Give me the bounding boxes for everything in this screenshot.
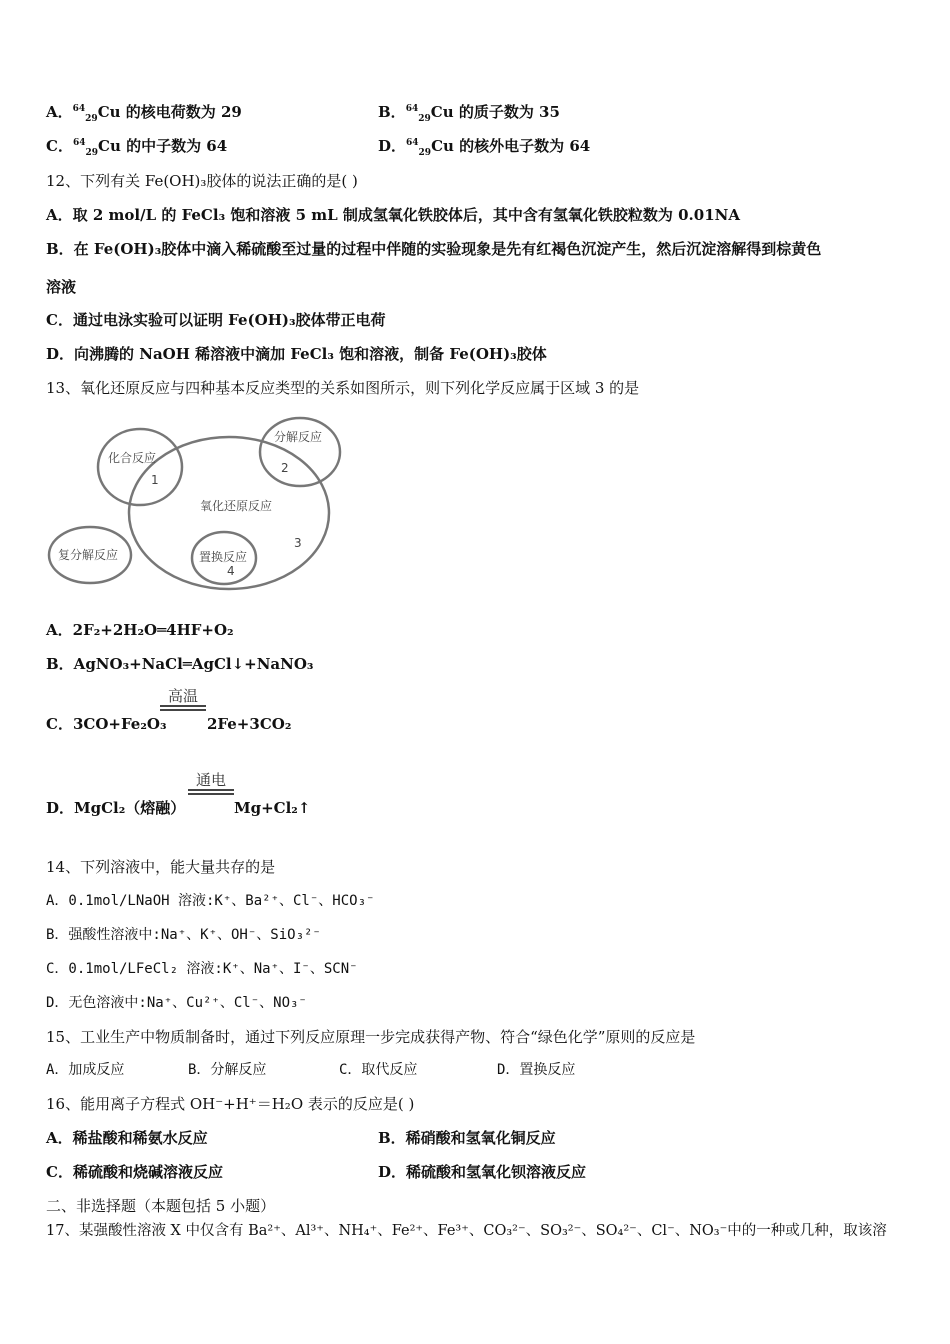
- q14-option-a: A．0.1mol/LNaOH 溶液:K⁺、Ba²⁺、Cl⁻、HCO₃⁻: [46, 893, 375, 909]
- redox-label: 氧化还原反应: [200, 499, 273, 513]
- condition-bar-d2: [188, 793, 234, 795]
- q13-option-b: B．AgNO₃+NaCl═AgCl↓+NaNO₃: [46, 655, 314, 673]
- decomposition-label: 分解反应: [274, 430, 323, 444]
- q17-stem: 17、某强酸性溶液 X 中仅含有 Ba²⁺、Al³⁺、NH₄⁺、Fe²⁺、Fe³⁺、CO₃²⁻、SO₃²⁻、SO₄²⁻、Cl⁻、NO₃⁻中的一种或几种，取该溶: [46, 1223, 887, 1239]
- q16-option-b: B．稀硝酸和氢氧化铜反应: [378, 1129, 556, 1147]
- q14-option-d: D．无色溶液中:Na⁺、Cu²⁺、Cl⁻、NO₃⁻: [46, 995, 307, 1011]
- q12-option-b-cont: 溶液: [46, 278, 77, 296]
- q13-option-a: A．2F₂+2H₂O═4HF+O₂: [46, 621, 234, 639]
- q15-option-b: B．分解反应: [188, 1062, 267, 1078]
- q11-option-b: B．$^{64}_{29}$Cu 的质子数为 35: [378, 103, 560, 124]
- q15-stem: 15、工业生产中物质制备时，通过下列反应原理一步完成获得产物、符合“绿色化学”原则的反应是: [46, 1028, 696, 1046]
- region-1-label: 1: [151, 473, 159, 487]
- reaction-venn-diagram: [44, 412, 348, 594]
- q14-option-c: C．0.1mol/LFeCl₂ 溶液:K⁺、Na⁺、I⁻、SCN⁻: [46, 961, 358, 977]
- q11-option-d: D．$^{64}_{29}$Cu 的核外电子数为 64: [378, 137, 591, 158]
- region-4-label: 4: [227, 564, 235, 578]
- q14-stem: 14、下列溶液中，能大量共存的是: [46, 858, 276, 876]
- q12-stem: 12、下列有关 Fe(OH)₃胶体的说法正确的是( ): [46, 172, 358, 190]
- q13-stem: 13、氧化还原反应与四种基本反应类型的关系如图所示，则下列化学反应属于区域 3 的是: [46, 379, 640, 397]
- condition-bar-d: [188, 789, 234, 791]
- region-2-label: 2: [281, 461, 289, 475]
- decomposition-circle: [260, 418, 340, 486]
- q16-option-a: A．稀盐酸和稀氨水反应: [46, 1129, 208, 1147]
- double-decomposition-label: 复分解反应: [58, 548, 119, 562]
- displacement-label: 置换反应: [199, 550, 248, 564]
- q16-stem: 16、能用离子方程式 OH⁻+H⁺＝H₂O 表示的反应是( ): [46, 1095, 415, 1113]
- region-3-label: 3: [294, 536, 302, 550]
- condition-electrolysis: 通电: [196, 771, 227, 789]
- condition-bar-c: [160, 705, 206, 707]
- q15-option-d: D．置换反应: [497, 1062, 576, 1078]
- combination-label: 化合反应: [108, 451, 157, 465]
- condition-bar-c2: [160, 709, 206, 711]
- q14-option-b: B．强酸性溶液中:Na⁺、K⁺、OH⁻、SiO₃²⁻: [46, 927, 321, 943]
- q13-option-c-left: C．3CO+Fe₂O₃: [46, 715, 167, 733]
- q11-option-a: A．$^{64}_{29}$Cu 的核电荷数为 29: [46, 103, 242, 124]
- q13-option-d-right: Mg+Cl₂↑: [234, 799, 311, 817]
- q13-option-c-right: 2Fe+3CO₂: [207, 715, 292, 733]
- q12-option-a: A．取 2 mol/L 的 FeCl₃ 饱和溶液 5 mL 制成氢氧化铁胶体后，其中含有氢氧化铁胶粒数为 0.01NA: [46, 206, 740, 224]
- q13-option-d-left: D．MgCl₂（熔融）: [46, 799, 186, 817]
- q16-option-c: C．稀硫酸和烧碱溶液反应: [46, 1163, 223, 1181]
- section-heading: 二、非选择题（本题包括 5 小题）: [46, 1197, 276, 1215]
- q12-option-c: C．通过电泳实验可以证明 Fe(OH)₃胶体带正电荷: [46, 311, 386, 329]
- q15-option-a: A．加成反应: [46, 1062, 125, 1078]
- q12-option-d: D．向沸腾的 NaOH 稀溶液中滴加 FeCl₃ 饱和溶液，制备 Fe(OH)₃胶体: [46, 345, 547, 363]
- combination-circle: [98, 429, 182, 505]
- q15-option-c: C．取代反应: [339, 1062, 418, 1078]
- q16-option-d: D．稀硫酸和氢氧化钡溶液反应: [378, 1163, 587, 1181]
- q11-option-c: C．$^{64}_{29}$Cu 的中子数为 64: [46, 137, 228, 158]
- q12-option-b: B．在 Fe(OH)₃胶体中滴入稀硫酸至过量的过程中伴随的实验现象是先有红褐色沉淀产生，然后沉淀溶解得到棕黄色: [46, 240, 822, 258]
- condition-high-temp: 高温: [168, 687, 199, 705]
